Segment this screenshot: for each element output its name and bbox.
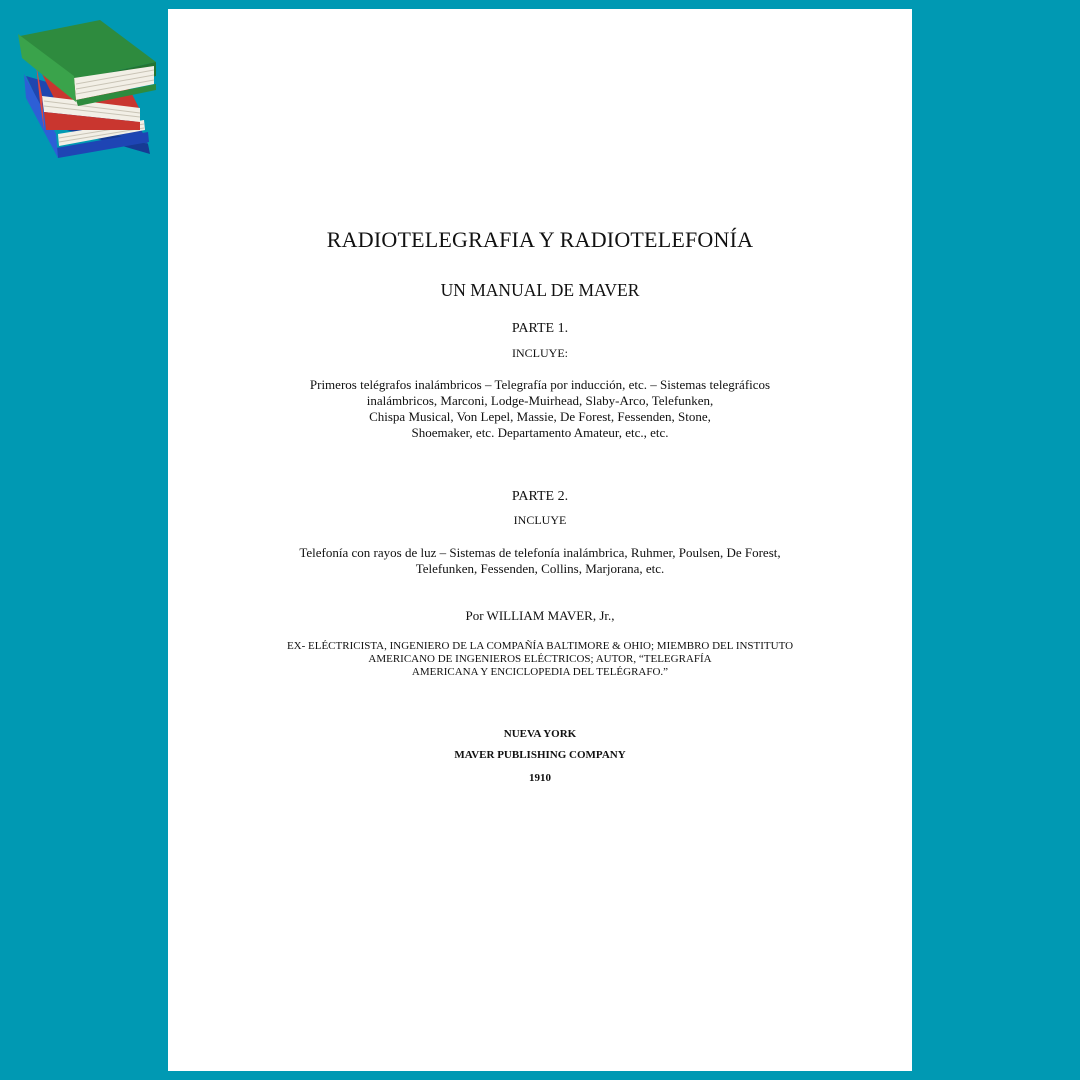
- part-2-includes: INCLUYE: [513, 513, 567, 527]
- part-1-description-line: Primeros telégrafos inalámbricos – Telegrafía por inducción, etc. – Sistemas telegráficos: [309, 377, 771, 392]
- author-line: Por WILLIAM MAVER, Jr.,: [465, 608, 615, 623]
- part-1-label: PARTE 1.: [511, 321, 569, 336]
- document-page: [168, 9, 912, 1071]
- part-1-description-line: inalámbricos, Marconi, Lodge-Muirhead, Slaby-Arco, Telefunken,: [366, 393, 714, 408]
- author-credentials-line: AMERICANA Y ENCICLOPEDIA DEL TELÉGRAFO.”: [411, 666, 669, 678]
- stacked-books-icon: [18, 18, 160, 166]
- author-credentials-line: EX- ELÉCTRICISTA, INGENIERO DE LA COMPAÑÍA BALTIMORE & OHIO; MIEMBRO DEL INSTITUTO: [286, 640, 794, 652]
- part-2-label: PARTE 2.: [511, 489, 569, 504]
- part-2-description-line: Telefunken, Fessenden, Collins, Marjorana, etc.: [415, 561, 665, 576]
- part-2-description-line: Telefonía con rayos de luz – Sistemas de telefonía inalámbrica, Ruhmer, Poulsen, De Forest,: [299, 545, 781, 560]
- book-title: RADIOTELEGRAFIA Y RADIOTELEFONÍA: [326, 227, 754, 252]
- book-subtitle: UN MANUAL DE MAVER: [440, 280, 640, 300]
- imprint-city: NUEVA YORK: [503, 728, 577, 740]
- part-1-includes: INCLUYE:: [512, 346, 568, 360]
- author-credentials-line: AMERICANO DE INGENIEROS ELÉCTRICOS; AUTOR, “TELEGRAFÍA: [368, 653, 712, 665]
- imprint-year: 1910: [529, 772, 551, 784]
- part-1-description-line: Shoemaker, etc. Departamento Amateur, etc., etc.: [411, 425, 669, 440]
- part-1-description-line: Chispa Musical, Von Lepel, Massie, De Forest, Fessenden, Stone,: [369, 409, 711, 424]
- imprint-publisher: MAVER PUBLISHING COMPANY: [454, 749, 626, 761]
